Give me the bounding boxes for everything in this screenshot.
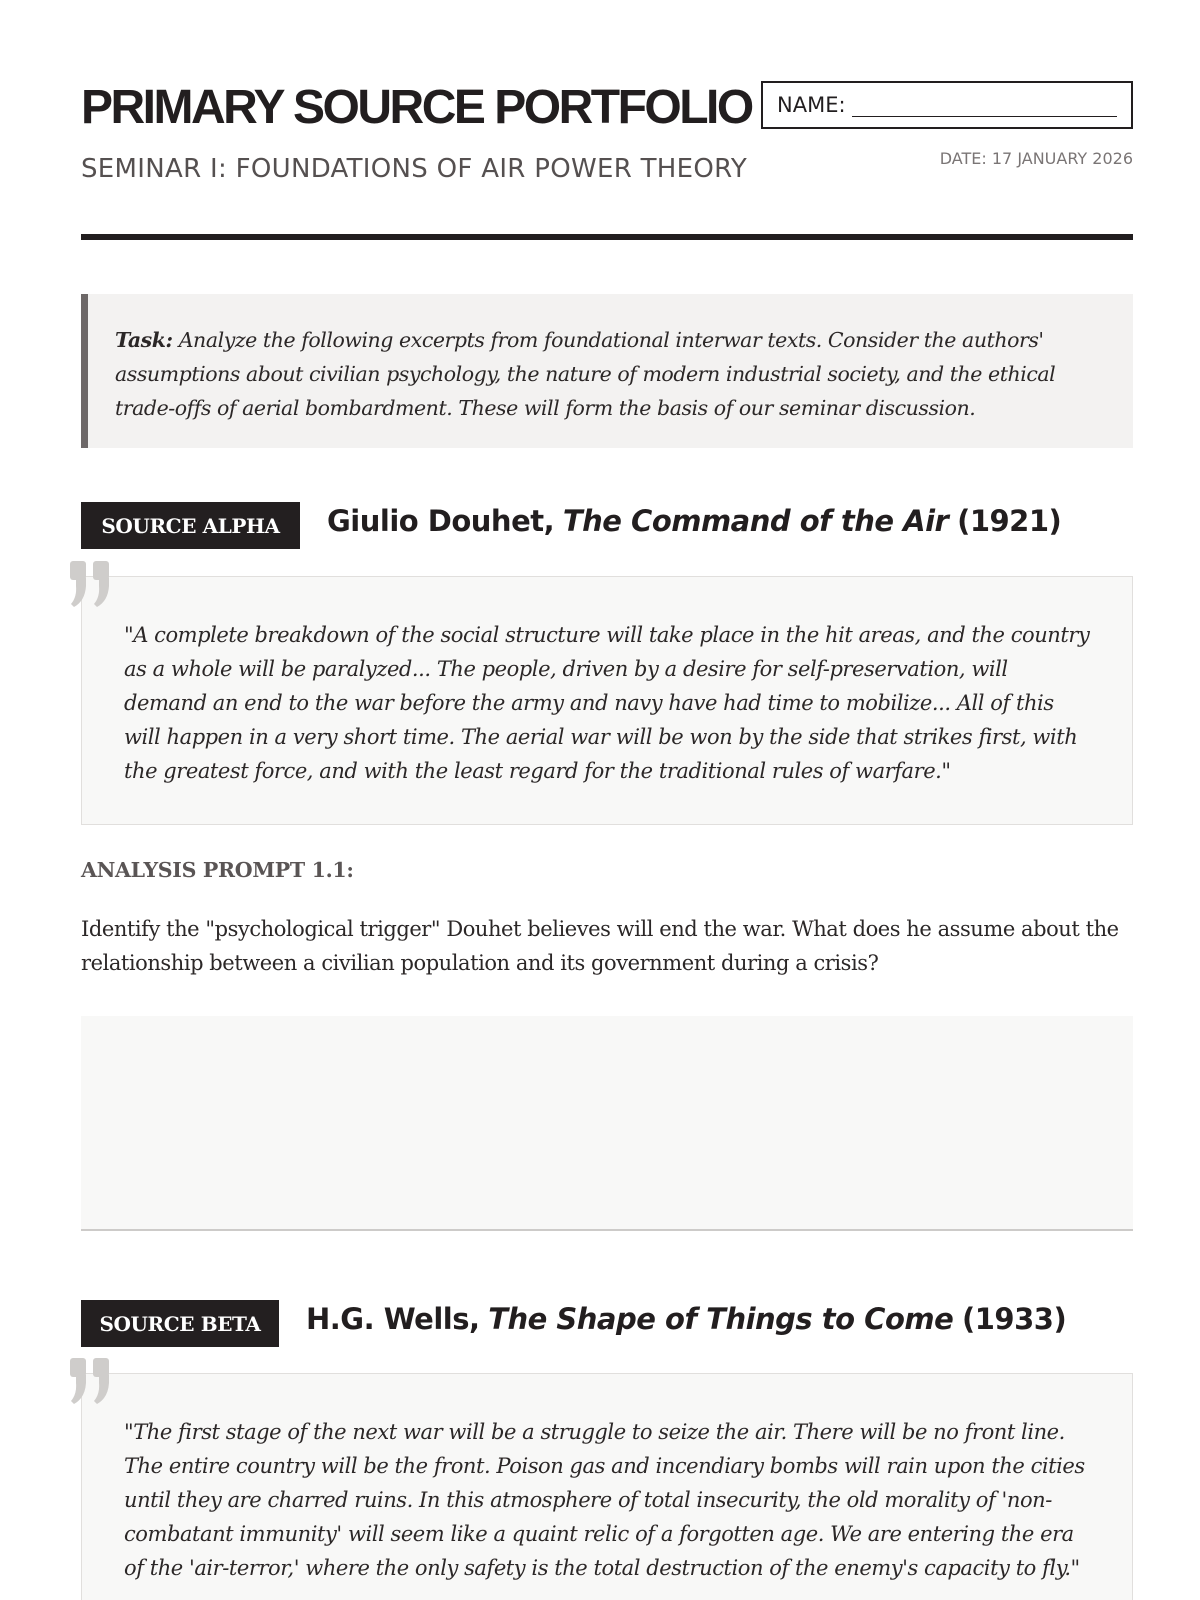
name-entry-line[interactable] [852, 94, 1117, 117]
source-beta-quote-box [81, 1373, 1133, 1600]
source-alpha-title [327, 504, 1061, 538]
page-title: PRIMARY SOURCE PORTFOLIO [81, 81, 752, 134]
name-label: NAME: [777, 93, 846, 117]
task-instructions [81, 294, 1133, 448]
analysis-prompt-label: ANALYSIS PROMPT 1.1: [81, 858, 354, 882]
source-beta-year: (1933) [961, 1302, 1067, 1336]
name-field-box [761, 81, 1133, 129]
source-alpha-year: (1921) [957, 504, 1062, 538]
source-beta-work: The Shape of Things to Come [488, 1302, 954, 1336]
source-beta-badge: SOURCE BETA [81, 1300, 279, 1347]
source-alpha-badge: SOURCE ALPHA [81, 502, 300, 549]
quote-mark-icon [66, 561, 114, 609]
header-divider [81, 234, 1133, 240]
source-alpha-work: The Command of the Air [562, 504, 949, 538]
analysis-prompt-text: Identify the "psychological trigger" Douhet believes will end the war. What does he assume about the relationship between a civilian population and its government during a crisis? [81, 917, 1119, 975]
task-text: Analyze the following excerpts from foundational interwar texts. Consider the authors' assumptions about civilian psychology, the nature of modern industrial society, and the ethical trade-offs of aerial bombardment. These will form the basis of our seminar discussion. [115, 328, 1056, 420]
source-alpha-quote: "A complete breakdown of the social structure will take place in the hit areas, and the country as a whole will be paralyzed... The people, driven by a desire for self-preservation, will demand an end to the war before the army and navy have had time to mobilize... All of this will happen in a very short time. The aerial war will be won by the side that strikes first, with the greatest force, and with the least regard for the traditional rules of warfare." [124, 623, 1090, 783]
source-alpha-quote-box [81, 576, 1133, 825]
source-alpha-author: Giulio Douhet, [327, 504, 555, 538]
page-subtitle: SEMINAR I: FOUNDATIONS OF AIR POWER THEORY [81, 154, 748, 184]
source-beta-author: H.G. Wells, [306, 1302, 480, 1336]
task-label: Task: [115, 328, 173, 352]
worksheet-page [81, 0, 1133, 1600]
source-beta-quote: "The first stage of the next war will be a struggle to seize the air. There will be no front line. The entire country will be the front. Poison gas and incendiary bombs will rain upon the cities until they are charred ruins. In this atmosphere of total insecurity, the old morality of 'non-combatant immunity' will seem like a quaint relic of a forgotten age. We are entering the era of the 'air-terror,' where the only safety is the total destruction of the enemy's capacity to fly." [124, 1420, 1085, 1580]
date-text: DATE: 17 JANUARY 2026 [939, 149, 1133, 168]
quote-mark-icon [66, 1358, 114, 1406]
analysis-answer-input[interactable] [81, 1016, 1133, 1231]
source-beta-title [306, 1302, 1066, 1336]
